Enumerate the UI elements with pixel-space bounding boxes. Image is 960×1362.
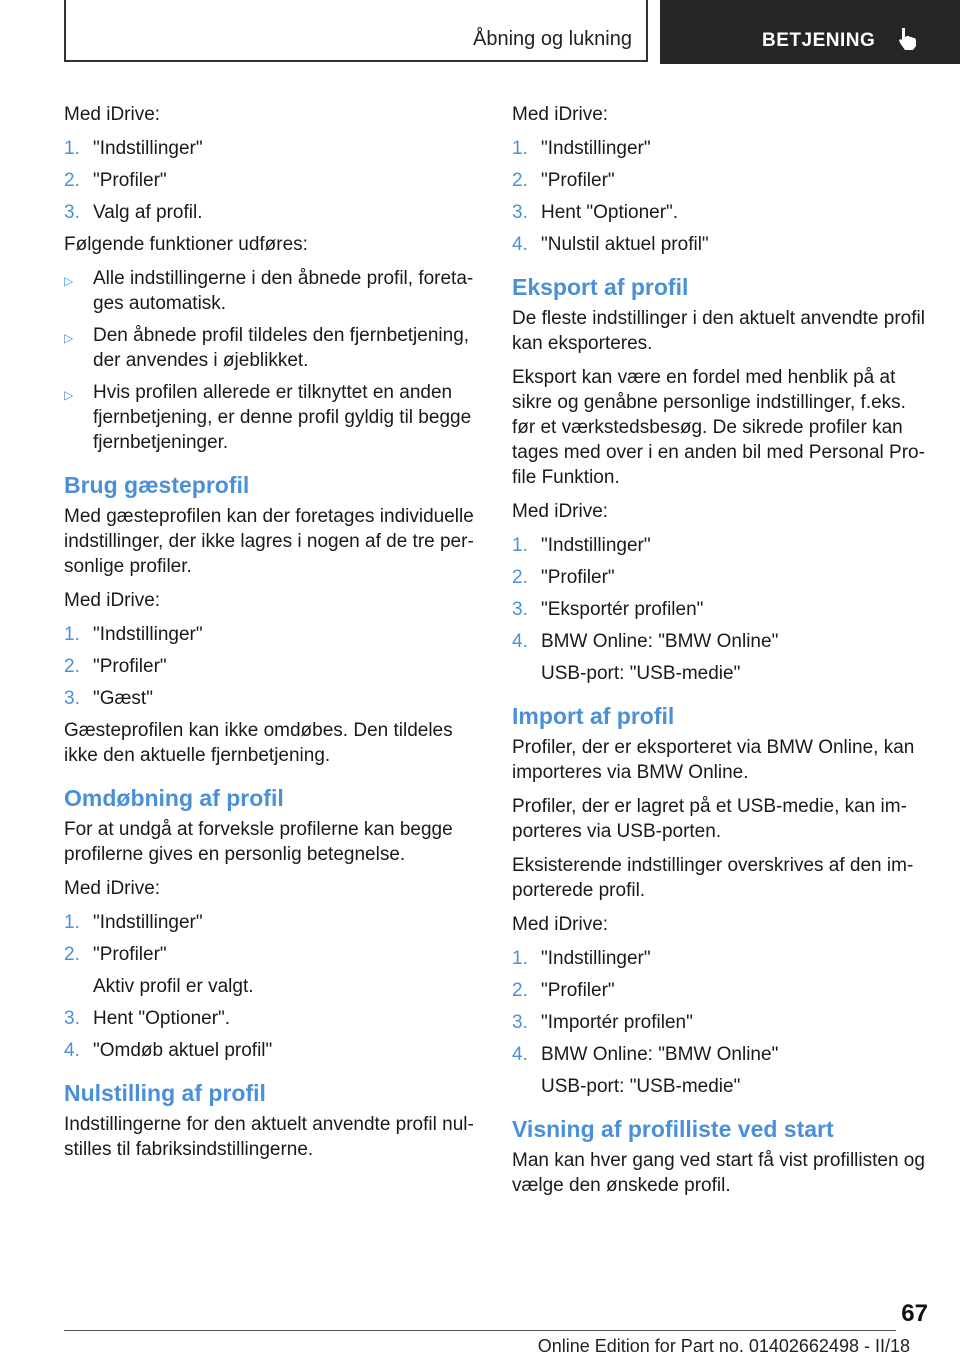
step-number: 4.	[64, 1040, 80, 1061]
paragraph: Med iDrive:	[64, 104, 161, 125]
step-number: 3.	[512, 202, 528, 223]
list-item	[512, 533, 926, 558]
footer-divider	[64, 1330, 896, 1331]
paragraph: For at undgå at forveksle profilerne kan begge profilerne gives en personlig betegnelse.	[64, 819, 453, 865]
step-number: 2.	[512, 567, 528, 588]
step-text: Valg af profil.	[93, 202, 203, 223]
step-number: 2.	[512, 170, 528, 191]
steps-list	[64, 1006, 478, 1063]
step-text: "Indstillinger"	[541, 535, 651, 556]
left-column	[64, 102, 478, 1171]
step-text: BMW Online: "BMW Online"	[541, 631, 779, 652]
list-item	[512, 168, 926, 193]
step-note: USB-port: "USB-medie"	[541, 663, 741, 684]
step-number: 2.	[64, 656, 80, 677]
steps-list	[64, 622, 478, 711]
bullet-triangle-icon: ▷	[64, 388, 74, 402]
step-text: "Profiler"	[541, 980, 615, 1001]
step-number: 2.	[64, 944, 80, 965]
steps-list	[512, 533, 926, 654]
list-item	[512, 946, 926, 971]
step-number: 1.	[64, 912, 80, 933]
step-number: 1.	[512, 948, 528, 969]
step-text: "Indstillinger"	[93, 138, 203, 159]
step-text: "Indstillinger"	[93, 624, 203, 645]
list-item	[512, 629, 926, 654]
paragraph: Indstillingerne for den aktuelt anvendte profil nulstilles til fabriksindstillingerne.	[64, 1114, 474, 1160]
paragraph: Eksport kan være en fordel med henblik på at sikre og genåbne personlige indstillinger, f.eks. før et værkstedsbesøg. De sikrede profiler kan tages med over i en anden bil med Personal Profile Funktion.	[512, 367, 925, 488]
bullet-triangle-icon: ▷	[64, 274, 74, 288]
heading-guest-profile: Brug gæsteprofil	[64, 472, 250, 498]
paragraph: Profiler, der er lagret på et USB-medie, kan importeres via USB-porten.	[512, 796, 907, 842]
list-item	[512, 1010, 926, 1035]
paragraph: Med iDrive:	[512, 501, 609, 522]
step-note: Aktiv profil er valgt.	[93, 976, 254, 997]
step-text: "Indstillinger"	[541, 948, 651, 969]
list-item	[64, 136, 478, 161]
paragraph: Med iDrive:	[64, 590, 161, 611]
step-text: "Profiler"	[541, 567, 615, 588]
step-number: 3.	[64, 1008, 80, 1029]
step-text: "Indstillinger"	[93, 912, 203, 933]
step-number: 3.	[64, 688, 80, 709]
list-item	[512, 1042, 926, 1067]
heading-reset-profile: Nulstilling af profil	[64, 1080, 266, 1106]
list-item	[512, 978, 926, 1003]
right-column	[512, 102, 926, 1207]
step-text: BMW Online: "BMW Online"	[541, 1044, 779, 1065]
edition-info: Online Edition for Part no. 01402662498 - II/18	[537, 1336, 910, 1356]
step-number: 3.	[64, 202, 80, 223]
step-text: "Importér profilen"	[541, 1012, 693, 1033]
list-item	[64, 686, 478, 711]
bullet-text: Den åbnede profil tildeles den fjernbetjening, der anvendes i øjeblikket.	[93, 325, 470, 371]
paragraph: Med iDrive:	[512, 104, 609, 125]
heading-export-profile: Eksport af profil	[512, 274, 689, 300]
list-item	[512, 136, 926, 161]
step-text: "Omdøb aktuel profil"	[93, 1040, 273, 1061]
heading-profile-list-at-start: Visning af profilliste ved start	[512, 1116, 834, 1142]
step-number: 3.	[512, 1012, 528, 1033]
paragraph: Profiler, der er eksporteret via BMW Online, kan importeres via BMW Online.	[512, 737, 915, 783]
paragraph: Eksisterende indstillinger overskrives af den importerede profil.	[512, 855, 914, 901]
step-number: 1.	[64, 624, 80, 645]
step-text: "Eksportér profilen"	[541, 599, 704, 620]
paragraph: Med iDrive:	[64, 878, 161, 899]
step-note: USB-port: "USB-medie"	[541, 1076, 741, 1097]
bullet-text: Hvis profilen allerede er tilknyttet en anden fjernbetjening, er denne profil gyldig til begge fjernbetjeninger.	[93, 382, 472, 453]
section-tab	[64, 0, 648, 62]
pointing-hand-icon	[896, 26, 918, 52]
bullet-text: Alle indstillingerne i den åbnede profil, foretages automatisk.	[93, 268, 474, 314]
paragraph: Med iDrive:	[512, 914, 609, 935]
list-item	[64, 200, 478, 225]
paragraph: Man kan hver gang ved start få vist profillisten og vælge den ønskede profil.	[512, 1150, 925, 1196]
step-text: Hent "Optioner".	[93, 1008, 231, 1029]
bullet-triangle-icon: ▷	[64, 331, 74, 345]
step-number: 1.	[512, 138, 528, 159]
page-header	[0, 0, 960, 66]
list-item	[512, 200, 926, 225]
step-number: 2.	[512, 980, 528, 1001]
heading-import-profile: Import af profil	[512, 703, 675, 729]
list-item	[64, 622, 478, 647]
list-item	[64, 1038, 478, 1063]
list-item	[512, 597, 926, 622]
steps-list	[64, 136, 478, 225]
step-text: "Profiler"	[541, 170, 615, 191]
list-item	[64, 168, 478, 193]
step-number: 1.	[512, 535, 528, 556]
page-number: 67	[901, 1300, 928, 1327]
list-item	[64, 323, 478, 373]
steps-list	[512, 946, 926, 1067]
chapter-title: BETJENING	[762, 30, 876, 51]
heading-rename-profile: Omdøbning af profil	[64, 785, 284, 811]
list-item	[64, 910, 478, 935]
list-item	[64, 654, 478, 679]
chapter-tab	[660, 0, 960, 64]
step-text: "Profiler"	[93, 944, 167, 965]
paragraph: De fleste indstillinger i den aktuelt anvendte profil kan eksporteres.	[512, 308, 925, 354]
list-item	[64, 1006, 478, 1031]
step-number: 3.	[512, 599, 528, 620]
list-item	[64, 266, 478, 316]
bullet-list	[64, 266, 478, 455]
step-number: 4.	[512, 631, 528, 652]
step-number: 2.	[64, 170, 80, 191]
list-item	[512, 232, 926, 257]
step-text: "Gæst"	[93, 688, 153, 709]
step-number: 4.	[512, 1044, 528, 1065]
paragraph: Gæsteprofilen kan ikke omdøbes. Den tildeles ikke den aktuelle fjernbetjening.	[64, 720, 453, 766]
step-text: "Profiler"	[93, 170, 167, 191]
step-number: 4.	[512, 234, 528, 255]
step-text: "Nulstil aktuel profil"	[541, 234, 709, 255]
steps-list	[64, 910, 478, 967]
step-text: Hent "Optioner".	[541, 202, 679, 223]
list-item	[64, 942, 478, 967]
paragraph: Følgende funktioner udføres:	[64, 234, 308, 255]
paragraph: Med gæsteprofilen kan der foretages individuelle indstillinger, der ikke lagres i nogen af de tre personlige profiler.	[64, 506, 474, 577]
list-item	[64, 380, 478, 455]
section-title: Åbning og lukning	[472, 28, 632, 50]
list-item	[512, 565, 926, 590]
step-number: 1.	[64, 138, 80, 159]
step-text: "Profiler"	[93, 656, 167, 677]
steps-list	[512, 136, 926, 257]
step-text: "Indstillinger"	[541, 138, 651, 159]
